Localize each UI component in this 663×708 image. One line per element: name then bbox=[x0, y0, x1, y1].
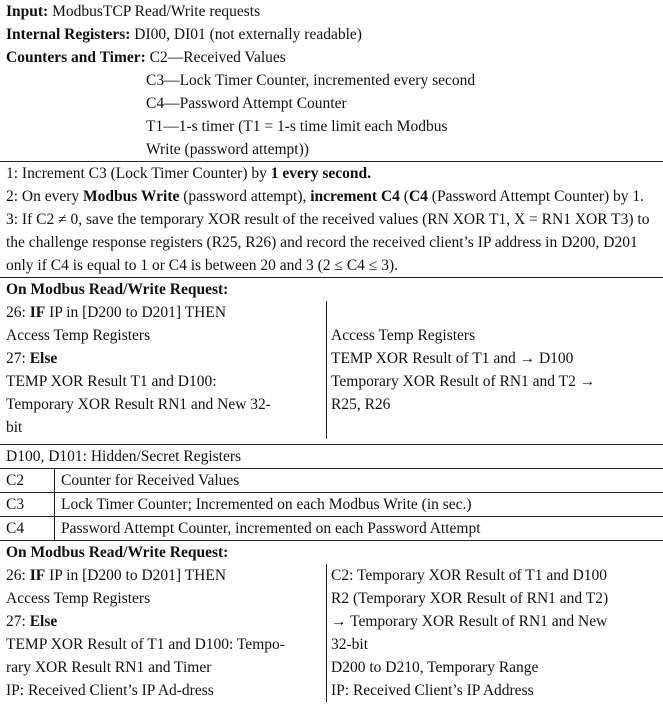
table-row bbox=[0, 517, 663, 541]
step-3: 3: If C2 ≠ 0, save the temporary XOR result of the received values (RN XOR T1, X = RN1 XOR T3) to the challenge response registers (R25, R26) and record the received client’s IP address in D200, D201 only if C4 is equal to 1 or C4 is between 20 and 3 (2 ≤ C4 ≤ 3). bbox=[6, 211, 650, 274]
b2-l26-cond: IP in [D200 to D201] THEN bbox=[45, 567, 227, 584]
register-desc: Password Attempt Counter, incremented on each Password Attempt bbox=[61, 520, 481, 537]
block1-temp2: Temporary XOR Result RN1 and New 32- bbox=[6, 396, 271, 413]
registers-table bbox=[0, 468, 663, 540]
block1-else-line bbox=[6, 347, 326, 370]
block1-left bbox=[0, 301, 326, 439]
block2-left bbox=[0, 564, 326, 702]
block2-access: Access Temp Registers bbox=[6, 590, 151, 607]
register-desc: Counter for Received Values bbox=[61, 472, 240, 489]
block1-temp3: bit bbox=[6, 419, 23, 436]
internal-label: Internal Registers: bbox=[6, 26, 131, 43]
table-row bbox=[0, 493, 663, 517]
b2-else-keyword: Else bbox=[29, 613, 58, 630]
b1-if-keyword: IF bbox=[29, 304, 46, 321]
b1-l26-num: 26: bbox=[6, 304, 30, 321]
step-2-mid: (password attempt), bbox=[179, 188, 311, 205]
b2-l26-num: 26: bbox=[6, 567, 30, 584]
block1-access: Access Temp Registers bbox=[6, 327, 151, 344]
block1-heading-row bbox=[0, 277, 663, 301]
timer-t1-cont: Write (password attempt)) bbox=[146, 141, 309, 158]
block2-if-line bbox=[6, 564, 326, 587]
block1-right bbox=[326, 301, 663, 439]
step-1-text: 1: Increment C3 (Lock Timer Counter) by bbox=[6, 165, 271, 182]
block2-columns bbox=[0, 564, 663, 702]
counters-line bbox=[6, 46, 657, 69]
block2-heading-row bbox=[0, 540, 663, 564]
block2-temp1: TEMP XOR Result of T1 and D100: Tempo- bbox=[6, 636, 285, 653]
block2-right-r1: C2: Temporary XOR Result of T1 and D100 bbox=[331, 567, 608, 584]
b2-l27-num: 27: bbox=[6, 613, 30, 630]
step-2-bold2: increment C4 bbox=[310, 188, 400, 205]
b1-else-keyword: Else bbox=[29, 350, 58, 367]
step-2-pre: 2: On every bbox=[6, 188, 84, 205]
header-section bbox=[0, 0, 663, 161]
input-label: Input: bbox=[6, 3, 49, 20]
step-2-post: (Password Attempt Counter) by 1. bbox=[427, 188, 645, 205]
step-1-bold: 1 every second. bbox=[270, 165, 372, 182]
counters-label: Counters and Timer: bbox=[6, 49, 146, 66]
block1-right-r3: R25, R26 bbox=[331, 396, 391, 413]
register-key: C2 bbox=[0, 469, 55, 493]
input-line bbox=[6, 0, 657, 23]
block2-right-r4: 32-bit bbox=[331, 636, 369, 653]
block1-columns bbox=[0, 301, 663, 439]
step-1 bbox=[6, 162, 657, 185]
register-key: C3 bbox=[0, 493, 55, 517]
step-2 bbox=[6, 185, 657, 208]
b1-l27-num: 27: bbox=[6, 350, 30, 367]
block1-if-line bbox=[6, 301, 326, 324]
counter-c4: C4—Password Attempt Counter bbox=[146, 95, 347, 112]
register-key: C4 bbox=[0, 517, 55, 541]
block2-else-line bbox=[6, 610, 326, 633]
register-desc: Lock Timer Counter; Incremented on each Modbus Write (in sec.) bbox=[61, 496, 472, 513]
input-value: ModbusTCP Read/Write requests bbox=[52, 3, 261, 20]
steps-section bbox=[0, 161, 663, 277]
block2-right bbox=[326, 564, 663, 702]
step-2-bold1: Modbus Write bbox=[83, 188, 180, 205]
internal-value: DI00, DI01 (not externally readable) bbox=[134, 26, 362, 43]
block1-right-r2: Temporary XOR Result of RN1 and T2 → bbox=[331, 373, 596, 390]
b2-if-keyword: IF bbox=[29, 567, 46, 584]
hidden-registers: D100, D101: Hidden/Secret Registers bbox=[6, 448, 242, 465]
block2-heading: On Modbus Read/Write Request: bbox=[6, 544, 229, 561]
timer-t1: T1—1-s timer (T1 = 1-s time limit each Modbus bbox=[146, 118, 448, 135]
counter-c2: C2—Received Values bbox=[149, 49, 286, 66]
b1-l26-cond: IP in [D200 to D201] THEN bbox=[45, 304, 227, 321]
counter-c3: C3—Lock Timer Counter, incremented every second bbox=[146, 72, 476, 89]
block2-temp2: rary XOR Result RN1 and Timer bbox=[6, 659, 212, 676]
table-row bbox=[0, 469, 663, 493]
block1-temp1: TEMP XOR Result T1 and D100: bbox=[6, 373, 217, 390]
block2-right-r3: → Temporary XOR Result of RN1 and New bbox=[331, 613, 608, 630]
block2-right-r5: D200 to D210, Temporary Range bbox=[331, 659, 539, 676]
block2-right-r2: R2 (Temporary XOR Result of RN1 and T2) bbox=[331, 590, 609, 607]
block1-right-spacer bbox=[331, 301, 663, 324]
block2-right-r6: IP: Received Client’s IP Address bbox=[331, 682, 534, 699]
step-2-bold3: C4 bbox=[408, 188, 428, 205]
block1-right-r1: TEMP XOR Result of T1 and → D100 bbox=[331, 350, 574, 367]
block1-heading: On Modbus Read/Write Request: bbox=[6, 281, 229, 298]
block1-right-access: Access Temp Registers bbox=[331, 327, 476, 344]
step-2-mid2: ( bbox=[399, 188, 409, 205]
internal-line bbox=[6, 23, 657, 46]
block2-ip: IP: Received Client’s IP Ad-dress bbox=[6, 682, 214, 699]
hidden-registers-row bbox=[0, 444, 663, 468]
